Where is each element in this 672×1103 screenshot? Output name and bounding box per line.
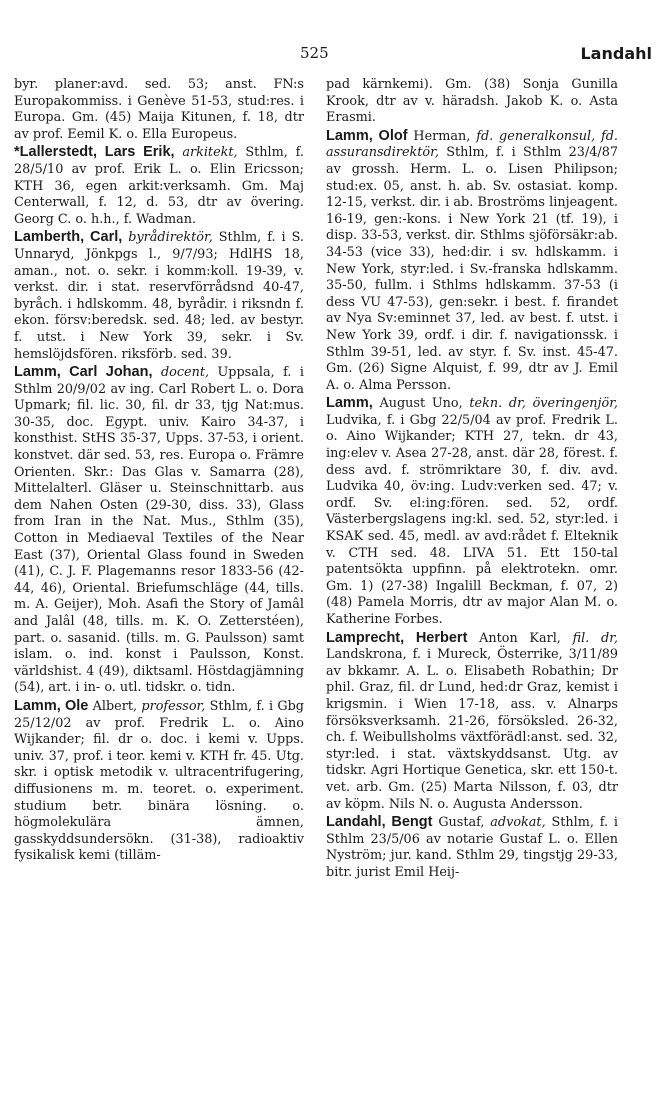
entry-text: Landskrona, f. i Mureck, Österrike, 3/11/89 av bkkamr. A. L. o. Elisabeth Robathin; Dr phil. Graz, fil. dr Lund, hed:dr Graz, kemist i krigsmin. i Wien 17-18, ass. v. Alnarps försöksverksamh. 21-26, försöksled. 26-32, ch. f. Weibullsholms växtförädl:anst. sed. 32, styr:led. i stat. växtskyddsanst. Utg. av tidskr. Agri Hortique Genetica, skr. ett 150-t. vet. arb. Gm. (25) Marta Nilsson, f. 03, dtr av köpm. Nils N. o. Augusta Andersson. xyxy=(326,647,618,812)
page-number: 525 xyxy=(300,44,329,62)
entry-text: Sthlm, f. i Gbg 25/12/02 av prof. Fredrik L. o. Aino Wijkander; fil. dr o. doc. i kemi v. Upps. univ. 37, prof. i teor. kemi v. KTH fr. 45. Utg. skr. i optisk metodik v. ultracentrifugering, diffusionens m. m. teoret. o. experiment. studium betr. binära lösning. o. högmolekulära ämnen, gasskyddsundersökn. (31-38), radioaktiv fysikalisk kemi (tilläm- xyxy=(14,698,304,864)
entry-continuation xyxy=(14,76,304,143)
left-column xyxy=(14,76,304,865)
biography-entry xyxy=(14,144,304,228)
biography-entry xyxy=(14,229,304,363)
biography-entry xyxy=(326,395,618,628)
entry-title: fd. generalkonsul, fd. assuransdirektör, xyxy=(326,128,618,161)
entry-given-names: Anton Karl, xyxy=(479,630,561,646)
entry-text: Sthlm, f. 28/5/10 av prof. Erik L. o. Elin Ericsson; KTH 36, egen arkit:verksamh. Gm. Maj Centerwall, f. 12, d. 53, dtr av övering. Georg C. o. h.h., f. Wadman. xyxy=(14,145,304,227)
entry-given-names: Albert, xyxy=(92,698,138,714)
biography-entry xyxy=(326,814,618,881)
page-header xyxy=(0,44,672,70)
entry-name: Lamm, xyxy=(326,395,373,412)
entry-continuation xyxy=(326,76,618,127)
entry-title: arkitekt, xyxy=(182,145,238,161)
entry-name: Lamberth, Carl, xyxy=(14,229,123,246)
biography-entry xyxy=(326,630,618,814)
entry-title: professor, xyxy=(141,698,206,714)
entry-name: Lamm, Carl Johan, xyxy=(14,364,153,381)
entry-text: byr. planer:avd. sed. 53; anst. FN:s Europakommiss. i Genève 51-53, stud:res. i Europa. Gm. (45) Maija Kitunen, f. 18, dtr av prof. Eemil K. o. Ella Europeus. xyxy=(14,77,304,142)
biography-entry xyxy=(14,364,304,697)
running-head: Landahl xyxy=(580,44,652,63)
entry-given-names: August Uno, xyxy=(379,396,463,412)
entry-title: docent, xyxy=(160,365,210,381)
entry-title: tekn. dr, överingenjör, xyxy=(469,396,618,412)
entry-text: pad kärnkemi). Gm. (38) Sonja Gunilla Krook, dtr av v. häradsh. Jakob K. o. Asta Erasmi. xyxy=(326,77,618,126)
entry-text: Sthlm, f. i S. Unnaryd, Jönkpgs l., 9/7/93; HdlHS 18, aman., not. o. sekr. i komm:koll. 19-39, v. verkst. dir. i stat. reservförrådsnd 40-47, byråch. i hdlskomm. 48, byrådir. i riksndn f. ekon. försv:beredsk. sed. 48; led. av bestyr. f. utst. i New York 39, sekr. i Sv. hemslöjdsfören. riksförb. sed. 39. xyxy=(14,230,304,362)
entry-title: fil. dr, xyxy=(572,630,618,646)
biography-entry xyxy=(14,698,304,865)
entry-given-names: Herman, xyxy=(413,128,471,144)
entry-given-names: Gustaf, xyxy=(438,815,485,831)
entry-name: Lamprecht, Herbert xyxy=(326,629,468,646)
entry-text: Sthlm, f. i Sthlm 23/5/06 av notarie Gustaf L. o. Ellen Nyström; jur. kand. Sthlm 29, tingstjg 29-33, bitr. jurist Emil Heij- xyxy=(326,815,619,880)
biography-entry xyxy=(326,128,618,395)
entry-name: Lamm, Ole xyxy=(14,697,89,714)
entry-title: byrådirektör, xyxy=(128,230,213,246)
entry-text: Uppsala, f. i Sthlm 20/9/02 av ing. Carl Robert L. o. Dora Upmark; fil. lic. 30, fil. dr 33, tjg Nat:mus. 30-35, doc. Egypt. univ. Kairo 34-37, i konsthist. StHS 35-37, Upps. 37-53, i orient. konstvet. där sed. 53, res. Europa o. Främre Orienten. Skr.: Das Glas v. Samarra (28), Mittelalterl. Gläser u. Steinschnittarb. aus dem Nahen Osten (29-30, diss. 33), Glass from Iran in the Nat. Mus., Sthlm (35), Cotton in Mediaeval Textiles of the Near East (37), Oriental Glass found in Sweden (41), C. J. F. Plagemanns resor 1833-56 (42-44, 46), Oriental. Briefumschläge (44, tills. m. A. Geijer), Moh. Asafi the Story of Jamâl and Jalâl (48, tills. m. K. O. Zetterstéen), part. o. sasanid. (tills. m. G. Paulsson) samt islam. o. ind. konst i Paulsson, Konst. världshist. 4 (49), diktsaml. Höstdagjämning (54), art. i in- o. utl. tidskr. o. tidn. xyxy=(14,365,304,696)
entry-name: *Lallerstedt, Lars Erik, xyxy=(14,144,175,161)
entry-title: advokat, xyxy=(490,815,546,831)
right-column xyxy=(326,76,618,882)
entry-text: Ludvika, f. i Gbg 22/5/04 av prof. Fredrik L. o. Aino Wijkander; KTH 27, tekn. dr 43, ing:elev v. Asea 27-28, anst. där 28, förest. f. dess avd. f. strömriktare 30, f. div. avd. Ludvika 40, öv:ing. Ludv:verken sed. 47; v. ordf. Sv. el:ing:fören. sed. 52, ordf. Västerbergslagens ing:kl. sed. 52, styr:led. i KSAK sed. 45, medl. av avd:rådet f. Elteknik v. CTH sed. 48. LIVA 51. Ett 150-tal patentsökta uppfinn. på elektrotekn. omr. Gm. 1) (27-38) Ingalill Beckman, f. 07, 2) (48) Pamela Morris, dtr av major Alan M. o. Katherine Forbes. xyxy=(326,412,618,627)
entry-name: Landahl, Bengt xyxy=(326,814,433,831)
entry-text: Sthlm, f. i Sthlm 23/4/87 av grossh. Herm. L. o. Lisen Philipson; stud:ex. 05, anst. h. ab. Sv. ostasiat. komp. 12-15, verkst. dir. i ab. Broströms linjeagent. 16-19, gen:-kons. i New York 21 (tf. 19), i disp. 33-53, verkst. dir. Sthlms sjöförsäkr:ab. 34-53 (vice 33), hed:dir. i sv. hdlskamm. i New York, styr:led. i Sv.-franska hdlskamm. 35-50, fullm. i Sthlms hdlskamm. 37-53 (i dess VU 47-53), gen:sekr. i best. f. firandet av Nya Sv:eminnet 37, led. av best. f. utst. i New York 39, ordf. i dir. f. navigationssk. i Sthlm 39-51, led. av styr. f. Sv. inst. 45-47. Gm. (26) Signe Alquist, f. 99, dtr av J. Emil A. o. Alma Persson. xyxy=(326,145,618,393)
entry-name: Lamm, Olof xyxy=(326,127,408,144)
